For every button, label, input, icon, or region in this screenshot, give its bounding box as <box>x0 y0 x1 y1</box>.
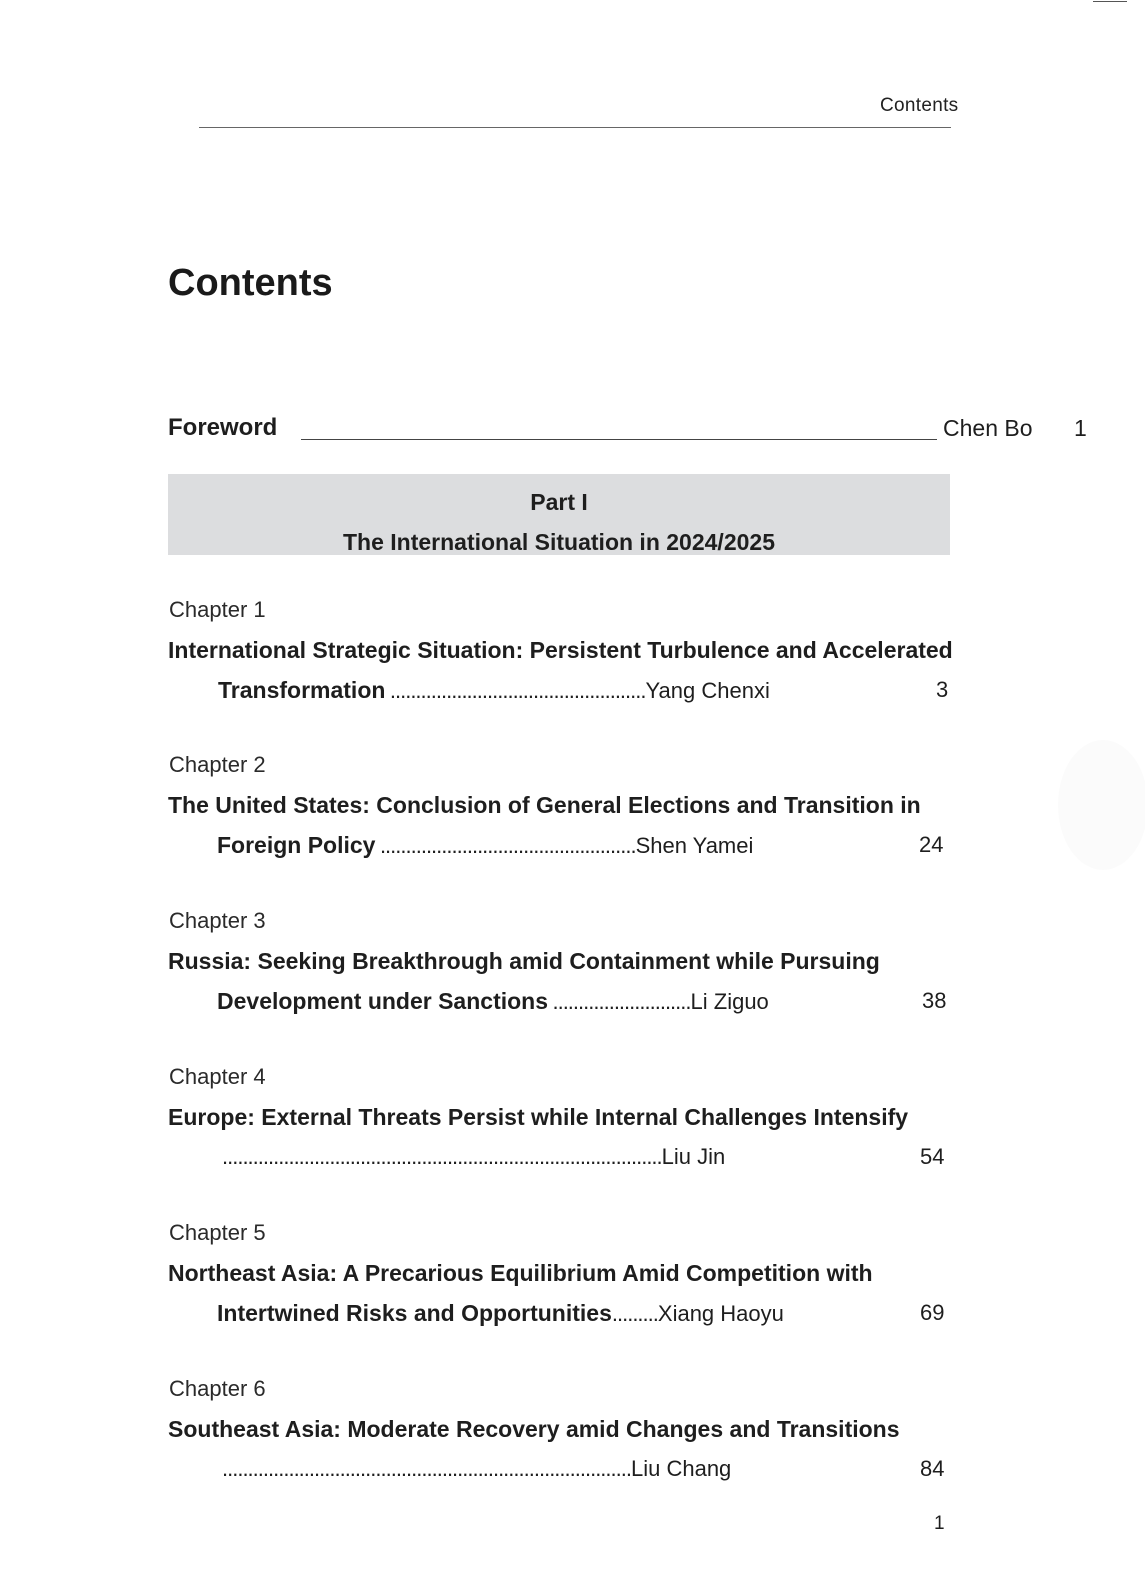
chapter-label: Chapter 6 <box>169 1376 266 1401</box>
chapter-title: Northeast Asia: A Precarious Equilibrium Amid Competition with <box>168 1260 873 1286</box>
foreword-leader-rule <box>301 439 937 440</box>
chapter-author: Liu Chang <box>630 1456 732 1481</box>
leader-dots: ........................... <box>552 989 691 1014</box>
chapter-title-cont: Foreign Policy <box>217 832 376 858</box>
chapter-page: 69 <box>920 1300 945 1325</box>
chapter-page: 24 <box>919 832 944 857</box>
part-number: Part I <box>530 489 588 515</box>
toc-entry-foreword[interactable] <box>168 414 1098 446</box>
chapter-line2 <box>217 988 957 1018</box>
part-title: The International Situation in 2024/2025 <box>342 529 775 555</box>
header-rule <box>199 127 951 128</box>
part-heading <box>168 474 950 555</box>
chapter-title-cont: Intertwined Risks and Opportunities <box>217 1300 612 1326</box>
chapter-line2 <box>222 1456 962 1486</box>
chapter-page: 84 <box>920 1456 945 1481</box>
foreword-page: 1 <box>1074 415 1087 441</box>
running-head: Contents <box>880 95 959 116</box>
chapter-title-cont: Transformation <box>218 677 386 703</box>
leader-dots: .................................................. <box>389 678 646 703</box>
leader-dots: .................................................. <box>379 833 636 858</box>
chapter-label: Chapter 3 <box>169 908 266 933</box>
chapter-line2 <box>217 1300 957 1330</box>
scan-smudge <box>1058 740 1145 870</box>
leader-dots: ................................................................................ <box>222 1456 631 1481</box>
leader-dots: ...................................................................................... <box>222 1144 662 1169</box>
chapter-label: Chapter 1 <box>169 597 266 622</box>
chapter-page: 3 <box>936 677 949 702</box>
leader-dots: ......... <box>611 1301 658 1326</box>
chapter-title: Europe: External Threats Persist while Internal Challenges Intensify <box>168 1104 909 1130</box>
chapter-author: Li Ziguo <box>690 989 769 1014</box>
chapter-label: Chapter 5 <box>169 1220 266 1245</box>
chapter-title: Russia: Seeking Breakthrough amid Containment while Pursuing <box>168 948 880 974</box>
corner-crop-mark <box>1093 1 1127 2</box>
chapter-label: Chapter 2 <box>169 752 266 777</box>
chapter-line2 <box>217 832 957 862</box>
chapter-line2 <box>222 1144 962 1174</box>
chapter-line2 <box>218 677 958 707</box>
chapter-title: Southeast Asia: Moderate Recovery amid Changes and Transitions <box>168 1416 900 1442</box>
foreword-author: Chen Bo <box>943 415 1033 441</box>
chapter-page: 54 <box>920 1144 945 1169</box>
chapter-title: International Strategic Situation: Persistent Turbulence and Accelerated <box>168 637 953 663</box>
chapter-author: Xiang Haoyu <box>657 1301 784 1326</box>
foreword-label: Foreword <box>168 414 278 441</box>
chapter-title: The United States: Conclusion of General Elections and Transition in <box>168 792 921 818</box>
chapter-author: Liu Jin <box>661 1144 726 1169</box>
chapter-page: 38 <box>922 988 947 1013</box>
chapter-author: Yang Chenxi <box>645 678 770 703</box>
chapter-author: Shen Yamei <box>635 833 754 858</box>
page-title: Contents <box>168 262 333 304</box>
chapter-title-cont: Development under Sanctions <box>217 988 549 1014</box>
page-number: 1 <box>934 1513 945 1534</box>
chapter-label: Chapter 4 <box>169 1064 266 1089</box>
